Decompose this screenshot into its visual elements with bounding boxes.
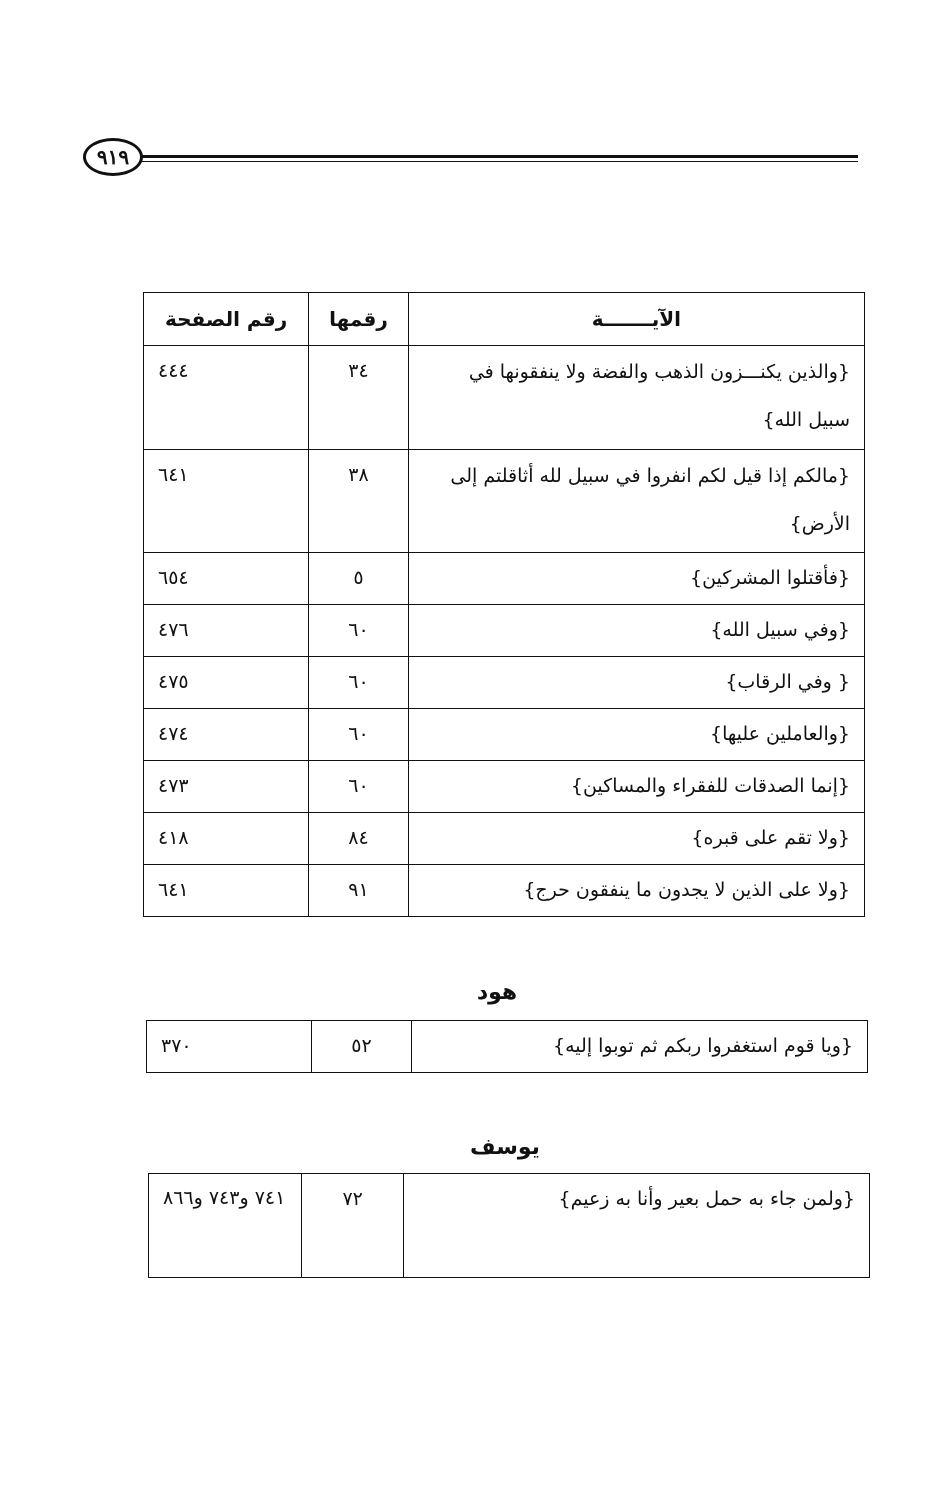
page-number: ٩١٩	[83, 138, 143, 176]
verse-number: ٩١	[309, 865, 409, 917]
verse-text: { وفي الرقاب}	[408, 657, 864, 709]
verse-text: {فأقتلوا المشركين}	[408, 553, 864, 605]
table-row	[144, 605, 865, 657]
table-row	[149, 1174, 870, 1278]
verse-number: ٨٤	[309, 813, 409, 865]
table-row	[144, 761, 865, 813]
surah-title-yusuf: يوسف	[470, 1135, 540, 1160]
verse-text: {والعاملين عليها}	[408, 709, 864, 761]
header-number: رقمها	[309, 293, 409, 346]
page-ref: ٤٤٤	[144, 346, 309, 450]
verse-text: {إنما الصدقات للفقراء والمساكين}	[408, 761, 864, 813]
hud-verse-table	[146, 1020, 868, 1073]
verse-number: ٦٠	[309, 605, 409, 657]
page-ref: ٤١٨	[144, 813, 309, 865]
verse-number: ٥	[309, 553, 409, 605]
table-row	[144, 657, 865, 709]
verse-text: {ويا قوم استغفروا ربكم ثم توبوا إليه}	[411, 1021, 867, 1073]
verse-number: ٦٠	[309, 709, 409, 761]
table-row	[144, 709, 865, 761]
verse-number: ٧٢	[302, 1174, 404, 1278]
page-ref: ٤٧٤	[144, 709, 309, 761]
verse-text: {وفي سبيل الله}	[408, 605, 864, 657]
table-row	[144, 813, 865, 865]
page-ref: ٦٥٤	[144, 553, 309, 605]
table-header-row	[144, 293, 865, 346]
page-ref: ٦٤١	[144, 865, 309, 917]
page-ref: ٦٤١	[144, 450, 309, 553]
page-ref: ٣٧٠	[147, 1021, 312, 1073]
header-verse: الآيـــــــة	[408, 293, 864, 346]
verse-number: ٦٠	[309, 761, 409, 813]
verse-text: {مالكم إذا قيل لكم انفروا في سبيل لله أثاقلتم إلى الأرض}	[408, 450, 864, 553]
header-rule-thin	[138, 161, 858, 162]
page-ref: ٧٤١ و٧٤٣ و٨٦٦	[149, 1174, 302, 1278]
verse-text: {ولمن جاء به حمل بعير وأنا به زعيم}	[404, 1174, 870, 1278]
header-rule	[138, 155, 858, 158]
table-row	[144, 450, 865, 553]
verse-number: ٣٨	[309, 450, 409, 553]
verse-number: ٣٤	[309, 346, 409, 450]
verse-text: {ولا تقم على قبره}	[408, 813, 864, 865]
header-page: رقم الصفحة	[144, 293, 309, 346]
page-ref: ٤٧٣	[144, 761, 309, 813]
page-ref: ٤٧٥	[144, 657, 309, 709]
verse-number: ٦٠	[309, 657, 409, 709]
surah-title-hud: هود	[476, 980, 518, 1005]
table-row	[144, 553, 865, 605]
page-ref: ٤٧٦	[144, 605, 309, 657]
verse-number: ٥٢	[312, 1021, 412, 1073]
table-row	[144, 865, 865, 917]
table-row	[144, 346, 865, 450]
verse-text: {ولا على الذين لا يجدون ما ينفقون حرج}	[408, 865, 864, 917]
verse-text: {والذين يكنـــزون الذهب والفضة ولا ينفقونها في سبيل الله}	[408, 346, 864, 450]
table-row	[147, 1021, 868, 1073]
yusuf-verse-table	[148, 1173, 870, 1278]
verse-index-table	[143, 292, 865, 917]
